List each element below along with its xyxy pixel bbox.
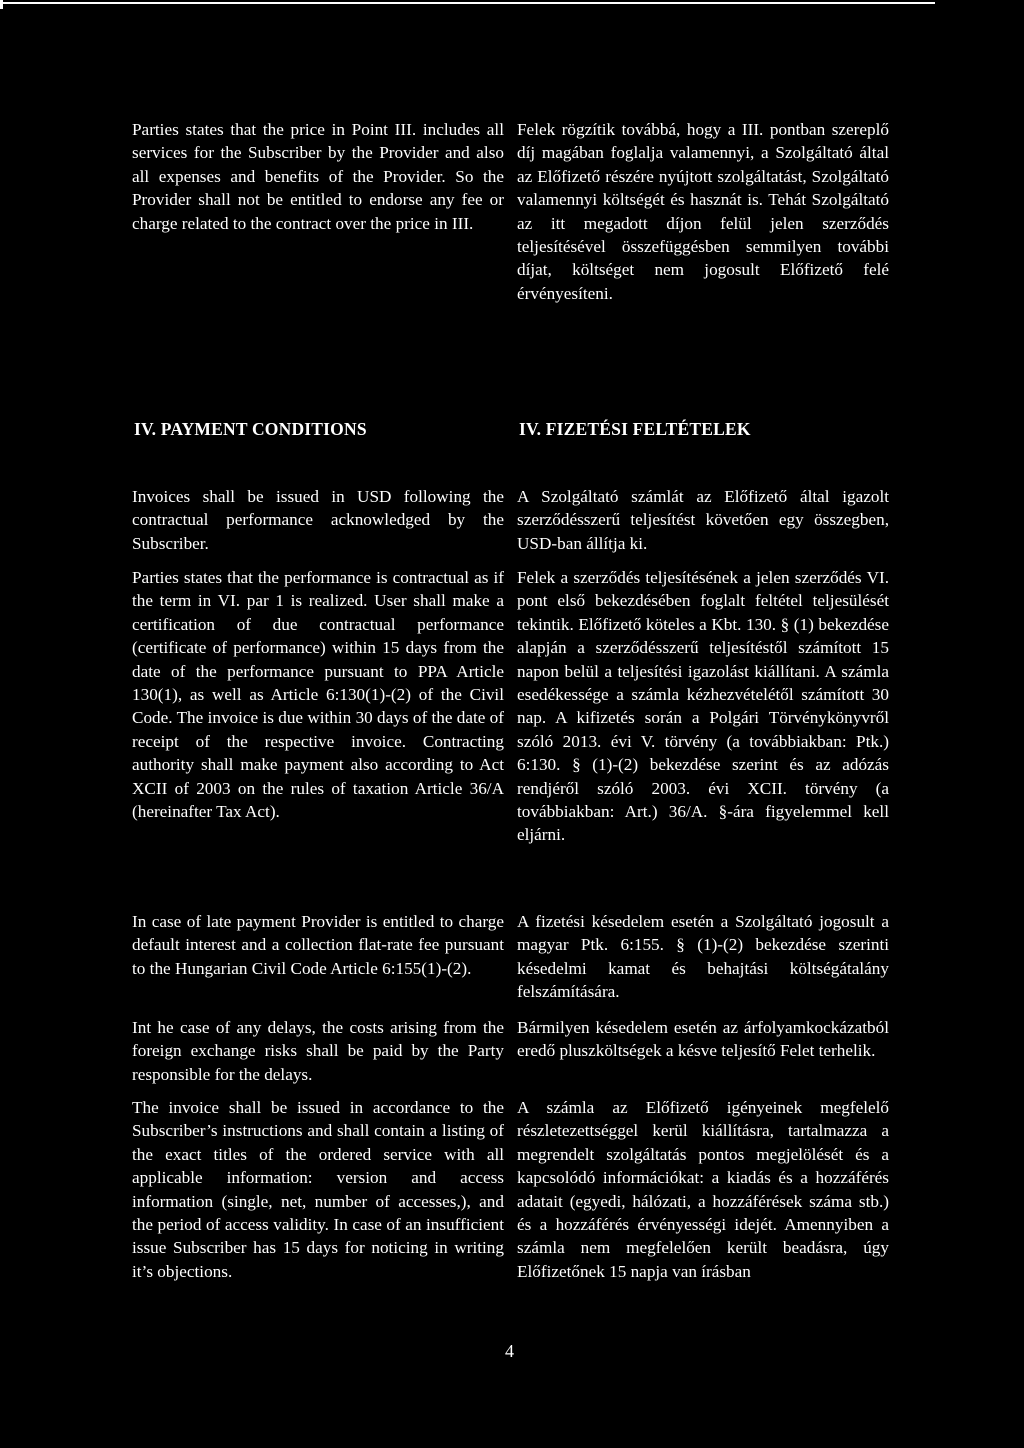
performance-paragraph-en: Parties states that the performance is contractual as if the term in VI. par 1 is realized. User shall make a certification of due contractual performance (certificate of performance) within 15 days from the date of the performance pursuant to PPA Article 130(1), as well as Article 6:130(1)-(2) of the Civil Code. The invoice is due within 30 days of the date of receipt of the respective invoice. Contracting authority shall make payment also according to Act XCII of 2003 on the rules of taxation Article 36/A (hereinafter Tax Act). (132, 568, 504, 822)
late-payment-paragraph-en: In case of late payment Provider is entitled to charge default interest and a collection flat-rate fee pursuant to the Hungarian Civil Code Article 6:155(1)-(2). (132, 912, 504, 978)
price-includes-paragraph-en: Parties states that the price in Point III. includes all services for the Subscriber by the Provider and also all expenses and benefits of the Provider. So the Provider shall not be entitled to endorse any fee or charge related to the contract over the price in III. (132, 120, 504, 233)
delay-costs-paragraph-hu: Bármilyen késedelem esetén az árfolyamkockázatból eredő pluszköltségek a késve teljesítő Felet terhelik. (517, 1018, 889, 1061)
late-payment-paragraph-hu: A fizetési késedelem esetén a Szolgáltató jogosult a magyar Ptk. 6:155. § (1)-(2) bekezdése szerinti késedelmi kamat és behajtási költségátalány felszámítására. (517, 912, 889, 1002)
page-number: 4 (505, 1341, 514, 1361)
invoice-issue-paragraph-hu: A Szolgáltató számlát az Előfizető által igazolt szerződésszerű teljesítést követően egy összegben, USD-ban állítja ki. (517, 487, 889, 553)
section-heading-hu: IV. FIZETÉSI FELTÉTELEK (519, 419, 751, 439)
invoice-issue-paragraph-en: Invoices shall be issued in USD following the contractual performance acknowledged by the Subscriber. (132, 487, 504, 553)
top-border-line (0, 2, 935, 4)
performance-paragraph-hu: Felek a szerződés teljesítésének a jelen szerződés VI. pont első bekezdésében foglalt feltétel teljesülését tekintik. Előfizető köteles a Kbt. 130. § (1) bekezdése alapján a szerződésszerű teljesítéstől számított 15 napon belül a teljesítési igazolást kiállítani. A számla esedékessége a számla kézhezvételétől számított 30 nap. A kifizetés során a Polgári Törvénykönyvről szóló 2013. évi V. törvény (a továbbiakban: Ptk.) 6:130. § (1)-(2) bekezdése szerint és az adózás rendjéről szóló 2003. évi XCII. törvény (a továbbiakban: Art.) 36/A. §-ára figyelemmel kell eljárni. (517, 568, 889, 845)
invoice-content-paragraph-hu: A számla az Előfizető igényeinek megfelelő részletezettséggel kerül kiállításra, tartalmazza a megrendelt szolgáltatás pontos megjelölését és a kapcsolódó információkat: a kiadás és a hozzáférés adatait (egyedi, hálózati, a hozzáférések száma stb.) és a hozzáférés érvényességi idejét. Amennyiben a számla nem megfelelően került beadásra, úgy Előfizetőnek 15 napja van írásban (517, 1098, 889, 1281)
price-includes-paragraph-hu: Felek rögzítik továbbá, hogy a III. pontban szereplő díj magában foglalja valamennyi, a Szolgáltató által az Előfizető részére nyújtott szolgáltatást, Szolgáltató valamennyi költségét és hasznát is. Tehát Szolgáltató az itt megadott díjon felül jelen szerződés teljesítésével összefüggésben semmilyen további díjat, költséget nem jogosult Előfizető felé érvényesíteni. (517, 120, 889, 303)
top-corner-mark (0, 0, 3, 9)
invoice-content-paragraph-en: The invoice shall be issued in accordance to the Subscriber’s instructions and shall contain a listing of the exact titles of the ordered service with all applicable information: version and access information (single, net, number of accesses,), and the period of access validity. In case of an insufficient issue Subscriber has 15 days for noticing in writing it’s objections. (132, 1098, 504, 1281)
delay-costs-paragraph-en: Int he case of any delays, the costs arising from the foreign exchange risks shall be paid by the Party responsible for the delays. (132, 1018, 504, 1084)
section-heading-en: IV. PAYMENT CONDITIONS (134, 419, 367, 439)
